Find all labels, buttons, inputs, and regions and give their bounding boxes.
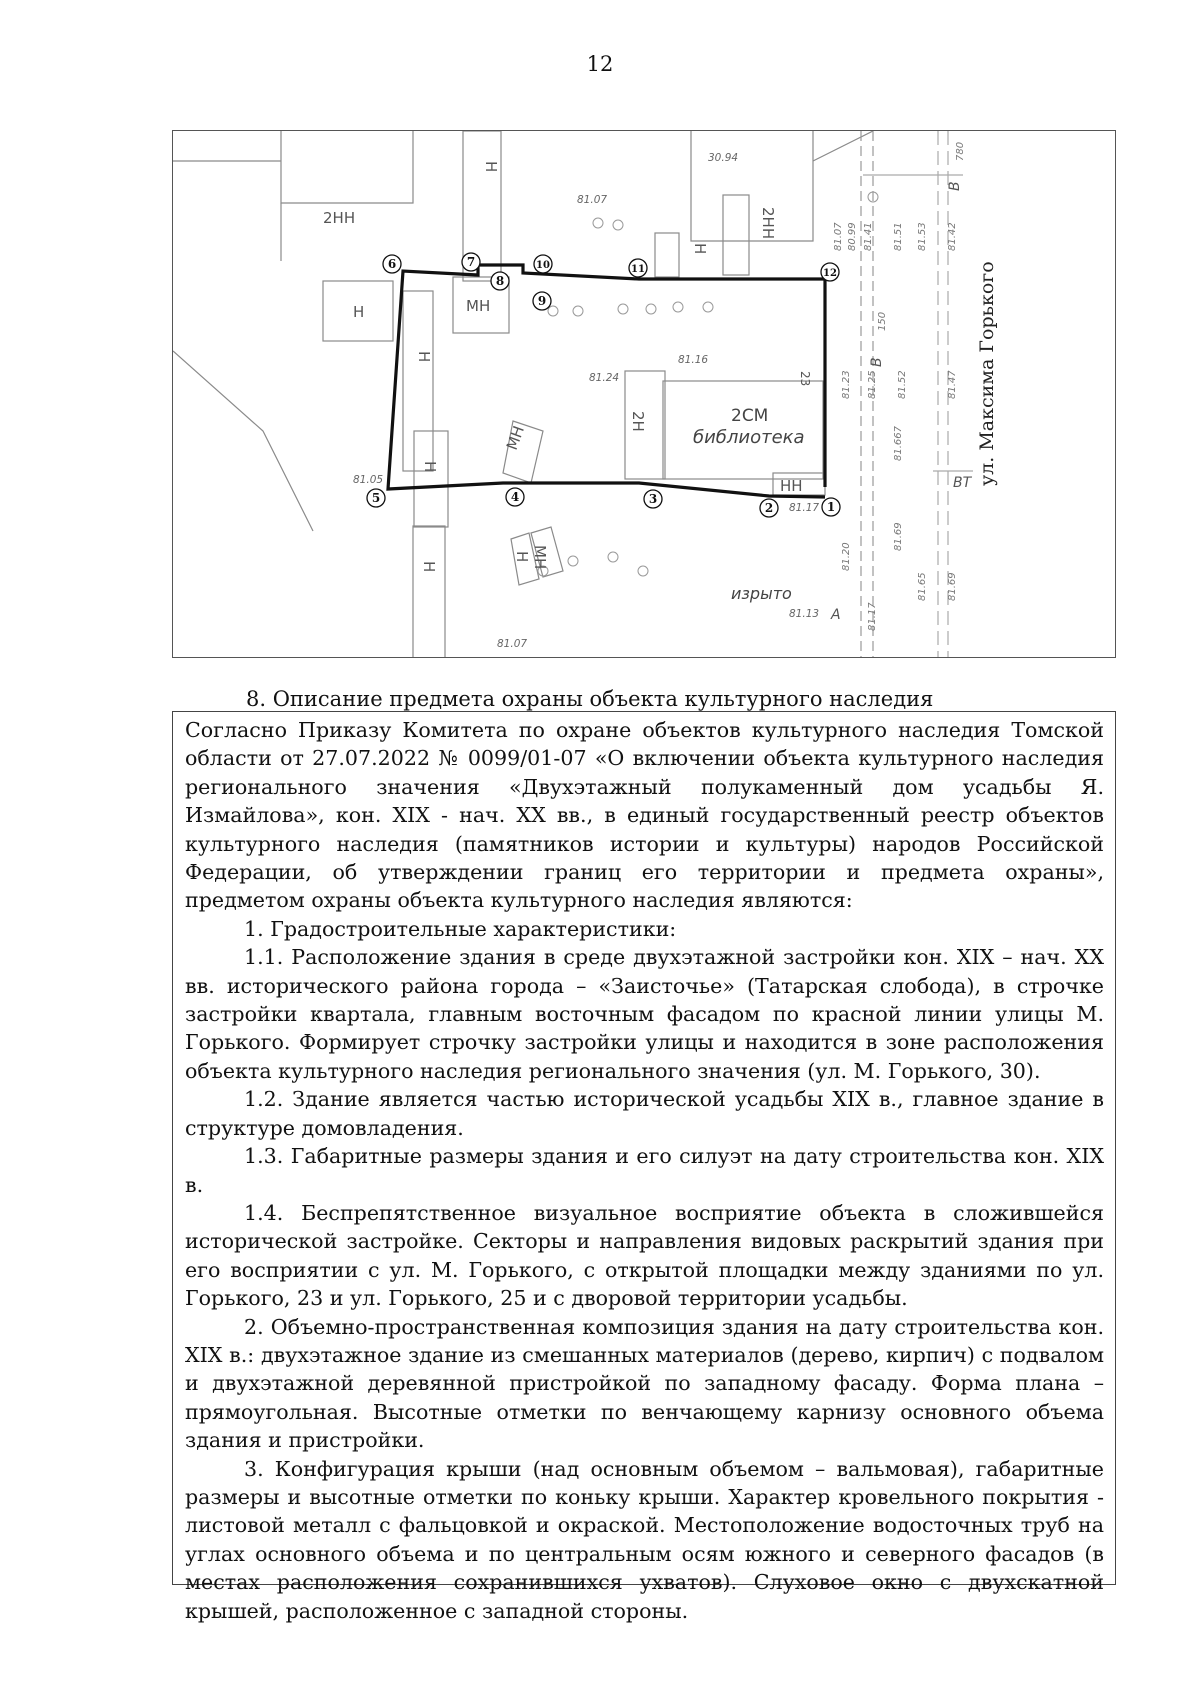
svg-text:4: 4 xyxy=(510,490,520,504)
boundary-point-10 xyxy=(534,255,552,273)
map-code: МН xyxy=(466,297,491,315)
street-elevation: 81.69 xyxy=(947,572,958,601)
street-elevation: 81.07 xyxy=(833,222,844,251)
boundary-point-9 xyxy=(533,292,551,310)
map-code: МН xyxy=(531,545,549,570)
elevation-mark: 30.94 xyxy=(708,152,739,164)
street-elevation: 81.52 xyxy=(897,370,908,399)
pit-label: изрыто xyxy=(731,584,792,603)
svg-text:5: 5 xyxy=(371,491,381,505)
boundary-point-11 xyxy=(629,259,647,277)
axis-letter: В xyxy=(947,181,963,191)
item-paragraph: 1.3. Габаритные размеры здания и его силуэт на дату строительства кон. XIX в. xyxy=(185,1144,1104,1197)
intro-paragraph: Согласно Приказу Комитета по охране объектов культурного наследия Томской области от 27.07.2022 № 0099/01-07 «О включении объекта культурного наследия регионального значения «Двухэтажный полукаменный дом усадьбы Я. Измайлова», кон. XIX - нач. XX вв., в единый государственный реестр объектов культурного наследия (памятников истории и культуры) народов Российской Федерации, об утверждении границ его территории и предмета охраны», предметом охраны объекта культурного наследия являются: xyxy=(185,718,1104,913)
elevation-mark: 81.16 xyxy=(678,354,709,366)
elevation-mark: 81.17 xyxy=(789,502,820,514)
section-heading: 8. Описание предмета охраны объекта культурного наследия xyxy=(246,687,934,711)
elevation-mark: 81.24 xyxy=(589,372,620,384)
library-label: библиотека xyxy=(693,427,805,448)
map-code: Н xyxy=(421,461,439,473)
elevation-mark: 81.05 xyxy=(353,474,384,486)
item-paragraph: 2. Объемно-пространственная композиция здания на дату строительства кон. XIX в.: двухэтажное здание из смешанных материалов (дерево, кирпич) с подвалом и двухэтажной деревянной пристройкой по западному фасаду. Форма плана – прямоугольная. Высотные отметки по венчающему карнизу основного объема здания и пристройки. xyxy=(185,1314,1104,1453)
street-elevation: 81.65 xyxy=(917,572,928,601)
svg-text:7: 7 xyxy=(466,255,476,269)
map-code: Н xyxy=(482,161,500,173)
building-2sm-label: 2СМ xyxy=(731,406,769,426)
street-elevation: 150 xyxy=(877,311,888,331)
boundary-point-8 xyxy=(491,272,509,290)
svg-text:10: 10 xyxy=(536,260,550,271)
elevation-mark: 81.07 xyxy=(497,638,528,650)
street-elevation: 81.20 xyxy=(841,542,852,571)
site-plan-drawing xyxy=(173,131,1116,658)
map-code: Н xyxy=(420,561,438,573)
svg-text:2: 2 xyxy=(764,501,774,515)
street-elevation: 81.47 xyxy=(947,370,958,399)
street-elevation: 81.667 xyxy=(893,426,904,461)
axis-letter: ВТ xyxy=(953,475,972,491)
item-paragraph: 1.1. Расположение здания в среде двухэтажной застройки кон. XIX – нач. XX вв. исторического района города – «Заисточье» (Татарская слобода), в строчке застройки квартала, главным восточным фасадом по красной линии улицы М. Горького. Формирует строчку застройки улицы и находится в зоне расположения объекта культурного наследия регионального значения (ул. М. Горького, 30). xyxy=(185,945,1104,1083)
map-code: НН xyxy=(780,477,803,495)
item-paragraph: 1.2. Здание является частью исторической усадьбы XIX в., главное здание в структуре домовладения. xyxy=(185,1087,1104,1140)
street-elevation: 81.53 xyxy=(917,222,928,251)
street-elevation: 81.23 xyxy=(841,370,852,399)
svg-text:9: 9 xyxy=(537,294,547,308)
street-elevation: 780 xyxy=(955,141,966,161)
svg-text:6: 6 xyxy=(387,257,397,271)
street-elevation: 81.69 xyxy=(893,522,904,551)
svg-text:11: 11 xyxy=(631,264,645,275)
boundary-map xyxy=(172,130,1116,658)
item-paragraph: 1.4. Беспрепятственное визуальное восприятие объекта в сложившейся исторической застройке. Секторы и направления видовых раскрытий здания при его восприятии с ул. М. Горького, с открытой площадки между зданиями по ул. Горького, 23 и ул. Горького, 25 и с дворовой территории усадьбы. xyxy=(185,1200,1104,1311)
map-code: Н xyxy=(513,551,531,563)
map-code: 2НН xyxy=(759,207,777,240)
map-code: Н xyxy=(353,303,365,321)
elevation-mark: 81.07 xyxy=(577,194,608,206)
boundary-point-6 xyxy=(383,255,401,273)
street-elevation: 81.42 xyxy=(947,222,958,251)
map-code: 2Н xyxy=(629,411,647,432)
boundary-point-5 xyxy=(367,489,385,507)
street-elevation: 81.51 xyxy=(893,222,904,251)
axis-letter: А xyxy=(831,607,841,623)
svg-text:1: 1 xyxy=(826,500,836,514)
street-elevation: 80.99 xyxy=(847,222,858,251)
svg-text:3: 3 xyxy=(648,492,658,506)
map-code: 23 xyxy=(798,371,812,387)
elevation-mark: 81.13 xyxy=(789,608,820,620)
boundary-point-3 xyxy=(644,490,662,508)
item-paragraph: 1. Градостроительные характеристики: xyxy=(244,916,677,941)
axis-letter: В xyxy=(869,357,885,367)
street-elevation: 81.25 xyxy=(867,370,878,399)
boundary-point-7 xyxy=(462,253,480,271)
boundary-point-12 xyxy=(821,263,839,281)
map-code: Н xyxy=(691,243,709,255)
boundary-point-4 xyxy=(506,488,524,506)
map-code: 2НН xyxy=(323,209,356,227)
item-paragraph: 3. Конфигурация крыши (над основным объемом – вальмовая), габаритные размеры и высотные отметки по коньку крыши. Характер кровельного покрытия - листовой металл с фальцовкой и окраской. Местоположение водосточных труб на углах основного объема и по центральным осям южного и северного фасадов (в местах расположения сохранившихся ухватов). Слуховое окно с двухскатной крышей, расположенное с западной стороны. xyxy=(185,1456,1104,1623)
map-code: МН xyxy=(502,423,529,453)
street-elevation: 81.41 xyxy=(863,222,874,251)
svg-text:12: 12 xyxy=(823,268,837,279)
street-name-label: ул. Максима Горького xyxy=(976,261,998,486)
boundary-point-1 xyxy=(822,498,840,516)
street-elevation: 81.17 xyxy=(867,602,878,631)
svg-text:8: 8 xyxy=(495,274,505,288)
page-number: 12 xyxy=(586,52,614,76)
map-code: Н xyxy=(415,351,433,363)
boundary-point-2 xyxy=(760,499,778,517)
protection-subject-box xyxy=(172,711,1116,1623)
